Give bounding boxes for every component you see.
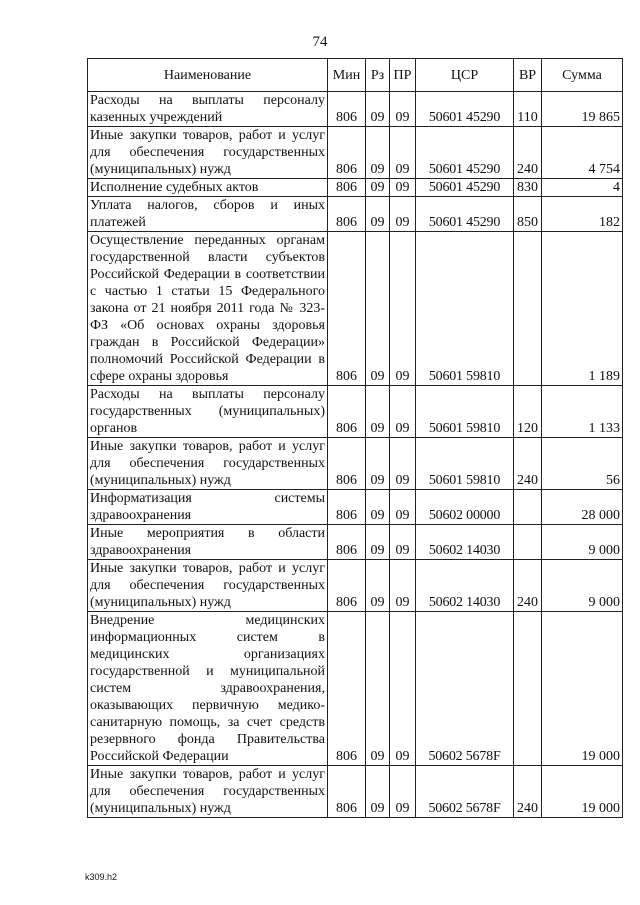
table-row [88, 438, 623, 490]
row-min: 806 [328, 179, 366, 197]
row-min: 806 [328, 766, 366, 818]
row-min: 806 [328, 612, 366, 766]
row-rz: 09 [366, 766, 390, 818]
row-name: Иные закупки товаров, работ и услуг для обеспечения государственных (муниципальных) нужд [88, 438, 328, 490]
row-rz: 09 [366, 560, 390, 612]
row-min: 806 [328, 525, 366, 560]
row-csr: 50602 14030 [416, 525, 514, 560]
budget-table [87, 58, 623, 818]
table-row [88, 490, 623, 525]
row-vr: 240 [514, 127, 542, 179]
table-row [88, 560, 623, 612]
row-vr [514, 490, 542, 525]
row-sum: 1 133 [542, 386, 623, 438]
row-vr: 110 [514, 92, 542, 127]
row-min: 806 [328, 127, 366, 179]
row-pr: 09 [390, 525, 416, 560]
table-row [88, 197, 623, 232]
page-number: 74 [312, 34, 328, 50]
row-vr [514, 525, 542, 560]
row-min: 806 [328, 386, 366, 438]
row-name: Иные закупки товаров, работ и услуг для обеспечения государственных (муниципальных) нужд [88, 766, 328, 818]
row-pr: 09 [390, 386, 416, 438]
header-csr: ЦСР [416, 59, 514, 92]
row-vr [514, 612, 542, 766]
row-pr: 09 [390, 197, 416, 232]
table-row [88, 766, 623, 818]
table-row [88, 127, 623, 179]
row-min: 806 [328, 438, 366, 490]
row-rz: 09 [366, 525, 390, 560]
row-sum: 1 189 [542, 232, 623, 386]
table-row [88, 525, 623, 560]
row-rz: 09 [366, 386, 390, 438]
row-name: Иные закупки товаров, работ и услуг для обеспечения государственных (муниципальных) нужд [88, 560, 328, 612]
row-rz: 09 [366, 438, 390, 490]
header-vr: ВР [514, 59, 542, 92]
row-pr: 09 [390, 232, 416, 386]
row-rz: 09 [366, 197, 390, 232]
row-min: 806 [328, 232, 366, 386]
row-csr: 50601 45290 [416, 127, 514, 179]
row-vr: 120 [514, 386, 542, 438]
row-pr: 09 [390, 612, 416, 766]
table-row [88, 179, 623, 197]
table-row [88, 232, 623, 386]
row-sum: 19 000 [542, 612, 623, 766]
row-pr: 09 [390, 179, 416, 197]
row-vr [514, 232, 542, 386]
table-body [88, 92, 623, 818]
row-pr: 09 [390, 560, 416, 612]
row-pr: 09 [390, 766, 416, 818]
row-csr: 50602 5678F [416, 612, 514, 766]
row-csr: 50601 45290 [416, 92, 514, 127]
row-rz: 09 [366, 232, 390, 386]
row-name: Внедрение медицинских информационных систем в медицинских организациях государственной и муниципальной систем здравоохранения, оказывающих первичную медико-санитарную помощь, за счет средств резервного фонда Правительства Российской Федерации [88, 612, 328, 766]
row-name: Расходы на выплаты персоналу государственных (муниципальных) органов [88, 386, 328, 438]
row-csr: 50601 45290 [416, 197, 514, 232]
row-sum: 28 000 [542, 490, 623, 525]
row-min: 806 [328, 92, 366, 127]
header-rz: Рз [366, 59, 390, 92]
table-header-row [88, 59, 623, 92]
row-pr: 09 [390, 438, 416, 490]
row-pr: 09 [390, 92, 416, 127]
footer-code: k309.h2 [85, 872, 118, 882]
row-csr: 50602 14030 [416, 560, 514, 612]
row-sum: 56 [542, 438, 623, 490]
row-vr: 240 [514, 560, 542, 612]
row-rz: 09 [366, 612, 390, 766]
row-rz: 09 [366, 179, 390, 197]
row-csr: 50601 59810 [416, 438, 514, 490]
header-min: Мин [328, 59, 366, 92]
row-vr: 240 [514, 438, 542, 490]
row-csr: 50601 45290 [416, 179, 514, 197]
row-sum: 9 000 [542, 560, 623, 612]
row-rz: 09 [366, 92, 390, 127]
row-csr: 50601 59810 [416, 232, 514, 386]
row-vr: 830 [514, 179, 542, 197]
row-name: Иные мероприятия в области здравоохранения [88, 525, 328, 560]
row-csr: 50601 59810 [416, 386, 514, 438]
row-name: Исполнение судебных актов [88, 179, 328, 197]
row-name: Расходы на выплаты персоналу казенных учреждений [88, 92, 328, 127]
header-name: Наименование [88, 59, 328, 92]
row-sum: 4 [542, 179, 623, 197]
header-sum: Сумма [542, 59, 623, 92]
row-csr: 50602 00000 [416, 490, 514, 525]
row-pr: 09 [390, 127, 416, 179]
row-vr: 240 [514, 766, 542, 818]
header-pr: ПР [390, 59, 416, 92]
row-sum: 182 [542, 197, 623, 232]
row-name: Информатизация системы здравоохранения [88, 490, 328, 525]
row-name: Осуществление переданных органам государственной власти субъектов Российской Федерации в соответствии с частью 1 статьи 15 Федерального закона от 21 ноября 2011 года № 323-ФЗ «Об основах охраны здоровья граждан в Российской Федерации» полномочий Российской Федерации в сфере охраны здоровья [88, 232, 328, 386]
row-name: Уплата налогов, сборов и иных платежей [88, 197, 328, 232]
row-name: Иные закупки товаров, работ и услуг для обеспечения государственных (муниципальных) нужд [88, 127, 328, 179]
row-min: 806 [328, 560, 366, 612]
row-rz: 09 [366, 127, 390, 179]
row-sum: 19 000 [542, 766, 623, 818]
row-sum: 19 865 [542, 92, 623, 127]
table-row [88, 92, 623, 127]
table-row [88, 612, 623, 766]
row-min: 806 [328, 490, 366, 525]
row-vr: 850 [514, 197, 542, 232]
row-sum: 9 000 [542, 525, 623, 560]
row-csr: 50602 5678F [416, 766, 514, 818]
row-min: 806 [328, 197, 366, 232]
row-rz: 09 [366, 490, 390, 525]
row-sum: 4 754 [542, 127, 623, 179]
row-pr: 09 [390, 490, 416, 525]
table-row [88, 386, 623, 438]
